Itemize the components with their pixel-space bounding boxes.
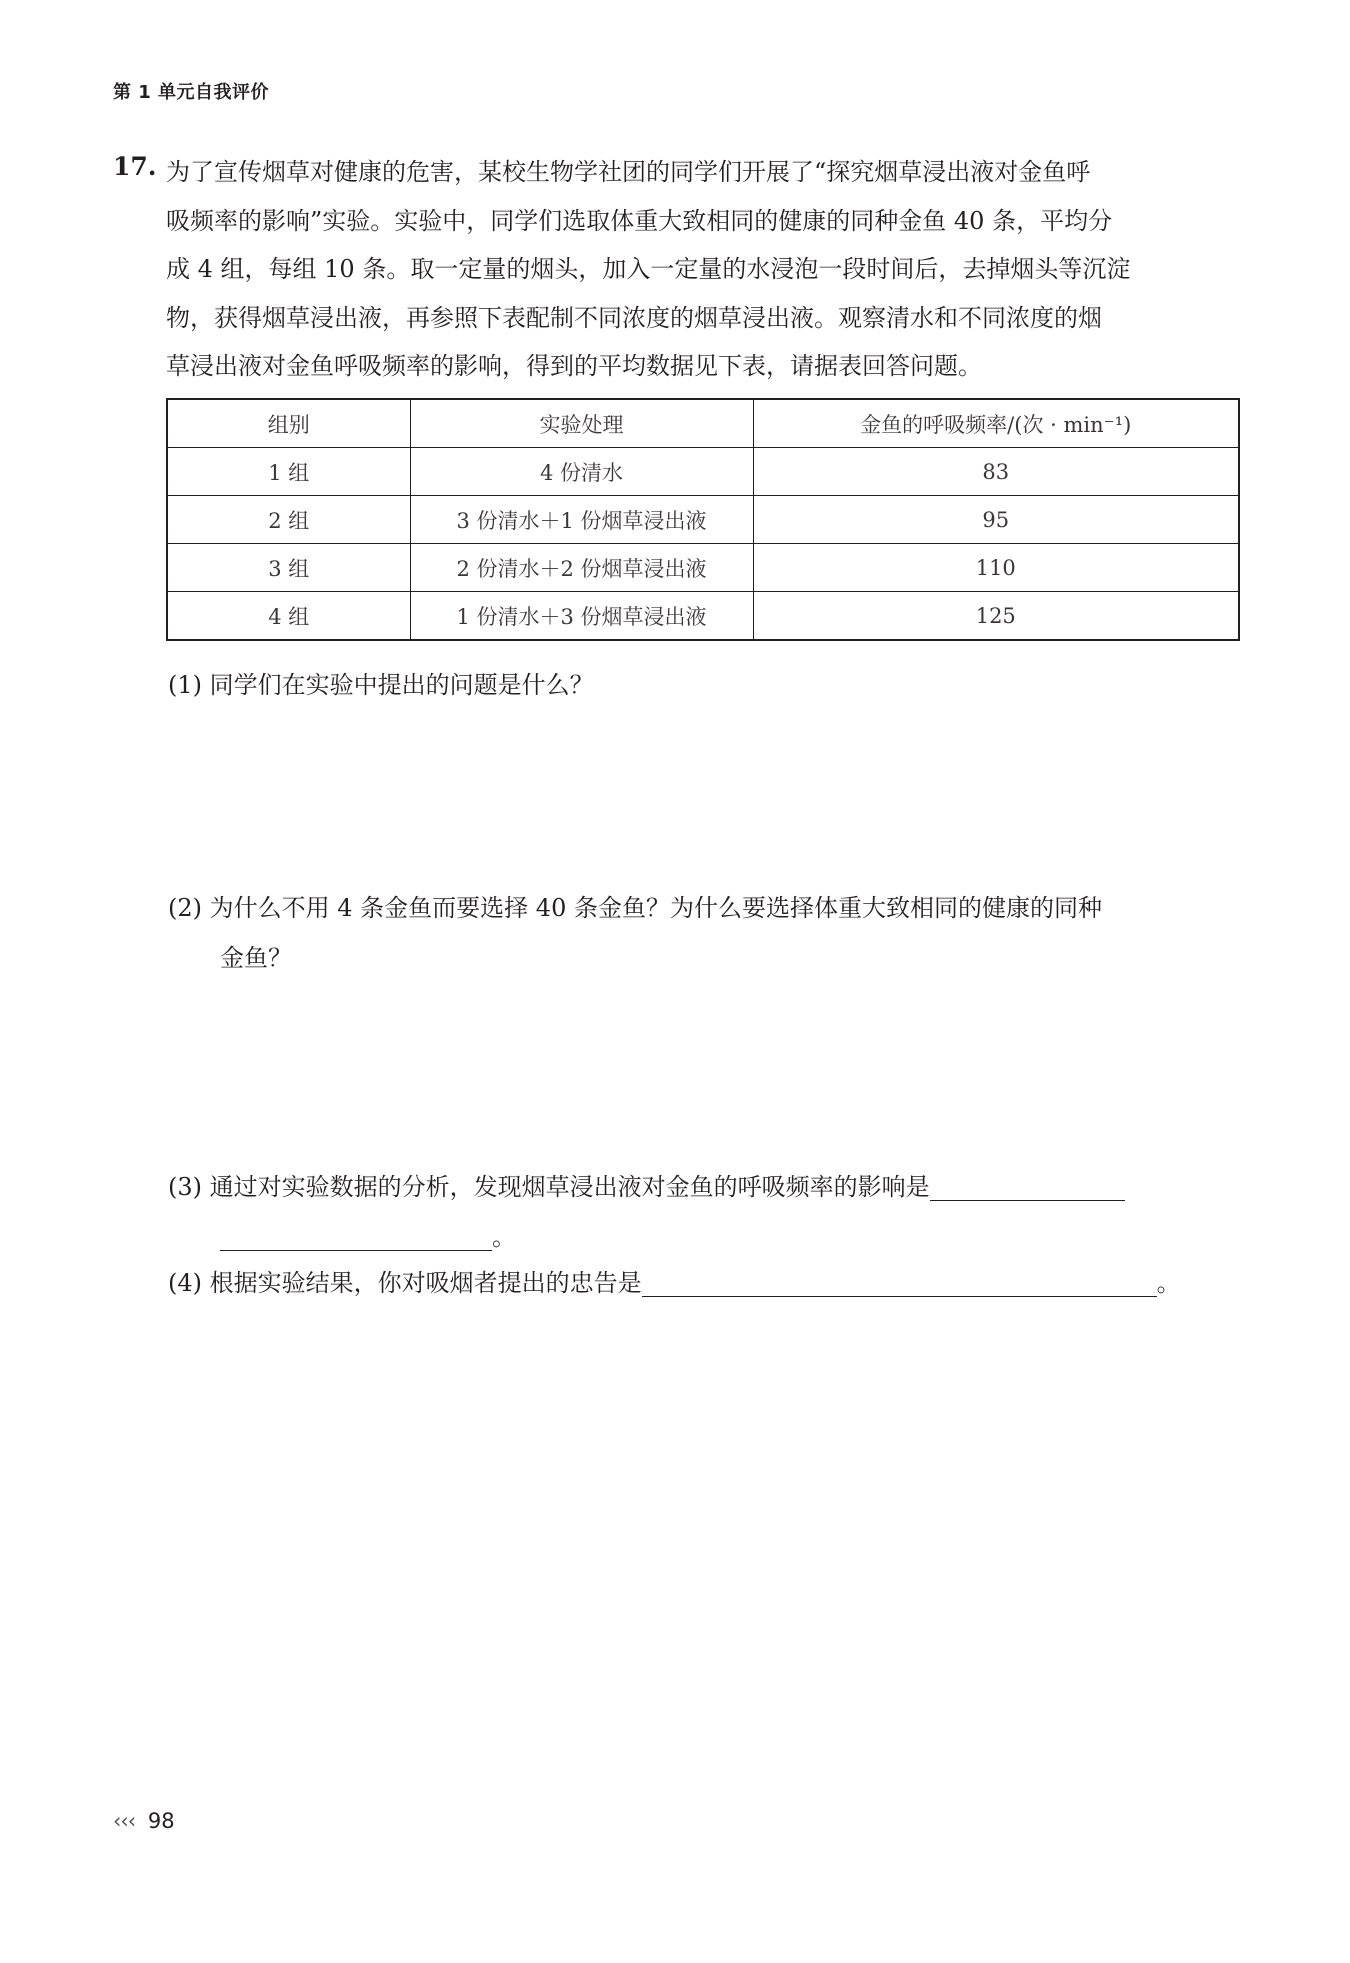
table-row xyxy=(167,496,1239,544)
chevron-left-icon: ‹‹‹ xyxy=(113,1809,136,1833)
sub-question-label: (3) xyxy=(168,1173,202,1201)
sub-question-text: 为什么不用 4 条金鱼而要选择 40 条金鱼？为什么要选择体重大致相同的健康的同种 xyxy=(209,894,1102,922)
cell-treatment: 1 份清水＋3 份烟草浸出液 xyxy=(410,592,753,641)
stem-line: 成 4 组，每组 10 条。取一定量的烟头，加入一定量的水浸泡一段时间后，去掉烟头等沉淀 xyxy=(166,255,1131,283)
answer-blank[interactable] xyxy=(642,1268,1157,1297)
cell-treatment: 4 份清水 xyxy=(410,448,753,496)
sub-question-2 xyxy=(168,883,1102,983)
sub-question-4 xyxy=(168,1258,1181,1308)
cell-rate: 125 xyxy=(753,592,1239,641)
sub-question-end: 。 xyxy=(492,1223,516,1251)
stem-line: 为了宣传烟草对健康的危害，某校生物学社团的同学们开展了“探究烟草浸出液对金鱼呼 xyxy=(166,158,1091,186)
cell-rate: 110 xyxy=(753,544,1239,592)
sub-question-text: 根据实验结果，你对吸烟者提出的忠告是 xyxy=(209,1269,642,1297)
sub-question-label: (4) xyxy=(168,1269,202,1297)
sub-question-text: 通过对实验数据的分析，发现烟草浸出液对金鱼的呼吸频率的影响是 xyxy=(209,1173,930,1201)
sub-question-end: 。 xyxy=(1156,1269,1181,1297)
cell-group: 1 组 xyxy=(167,448,410,496)
cell-group: 2 组 xyxy=(167,496,410,544)
page-number: 98 xyxy=(147,1809,175,1833)
sub-question-label: (2) xyxy=(168,894,202,922)
cell-treatment: 3 份清水＋1 份烟草浸出液 xyxy=(410,496,753,544)
answer-blank[interactable] xyxy=(930,1172,1125,1201)
sub-question-text: 同学们在实验中提出的问题是什么？ xyxy=(209,671,594,699)
cell-group: 4 组 xyxy=(167,592,410,641)
table-row xyxy=(167,448,1239,496)
sub-question-3 xyxy=(168,1162,1125,1262)
stem-line: 物，获得烟草浸出液，再参照下表配制不同浓度的烟草浸出液。观察清水和不同浓度的烟 xyxy=(166,303,1102,332)
page-footer xyxy=(113,1809,175,1833)
cell-treatment: 2 份清水＋2 份烟草浸出液 xyxy=(410,544,753,592)
question-number: 17. xyxy=(113,152,157,181)
sub-question-1 xyxy=(168,660,594,710)
question-stem xyxy=(166,148,1238,391)
answer-blank[interactable] xyxy=(220,1222,492,1251)
table-row xyxy=(167,592,1239,641)
table-row xyxy=(167,544,1239,592)
sub-question-text-continued: 金鱼？ xyxy=(220,944,292,972)
stem-line: 草浸出液对金鱼呼吸频率的影响，得到的平均数据见下表，请据表回答问题。 xyxy=(166,352,982,380)
cell-group: 3 组 xyxy=(167,544,410,592)
stem-line: 吸频率的影响”实验。实验中，同学们选取体重大致相同的健康的同种金鱼 40 条，平均分 xyxy=(166,206,1113,235)
page-header-title: 第 1 单元自我评价 xyxy=(113,82,270,103)
sub-question-label: (1) xyxy=(168,671,202,699)
cell-rate: 83 xyxy=(753,448,1239,496)
header-treatment: 实验处理 xyxy=(410,399,753,448)
header-group: 组别 xyxy=(167,399,410,448)
experiment-data-table xyxy=(166,398,1240,641)
header-respiration-rate: 金鱼的呼吸频率/(次 · min⁻¹) xyxy=(753,399,1239,448)
table-header-row xyxy=(167,399,1239,448)
cell-rate: 95 xyxy=(753,496,1239,544)
